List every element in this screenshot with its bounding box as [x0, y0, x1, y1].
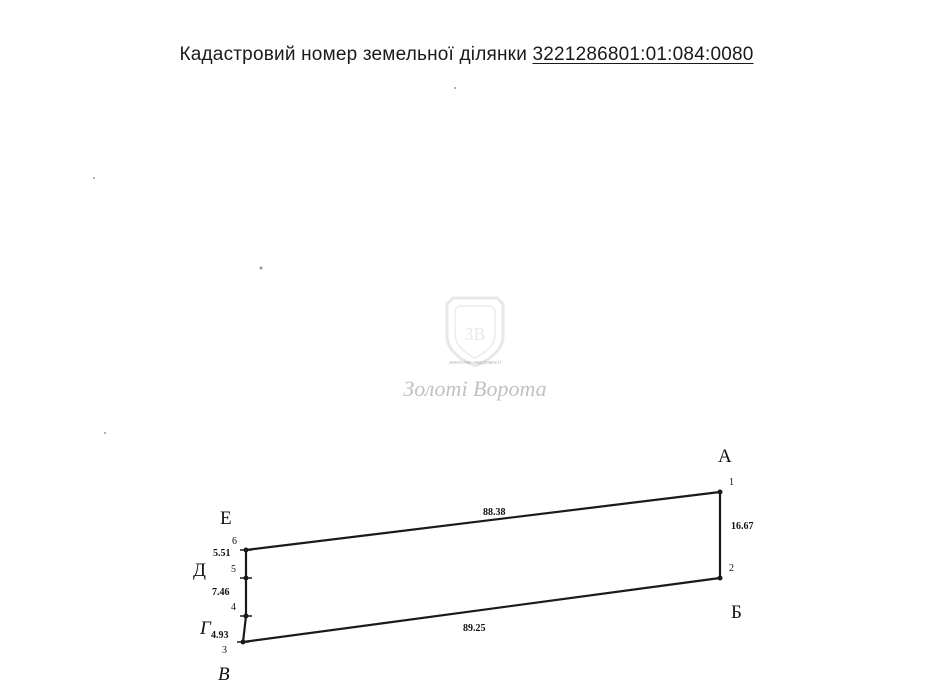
point-number-3: 3	[222, 645, 227, 656]
length-west-4-5: 7.46	[212, 587, 230, 598]
point-number-4: 4	[231, 602, 236, 613]
vertex-1	[718, 490, 723, 495]
vertex-2	[718, 576, 723, 581]
length-west-3-4: 4.93	[211, 630, 229, 641]
point-number-1: 1	[729, 477, 734, 488]
corner-letter-e: Е	[220, 508, 232, 529]
side-west-3-4	[243, 616, 246, 642]
point-number-5: 5	[231, 564, 236, 575]
watermark-subtext: агентство нерухомості	[449, 360, 501, 366]
point-number-2: 2	[729, 563, 734, 574]
length-south: 89.25	[463, 623, 486, 634]
point-number-6: 6	[232, 536, 237, 547]
corner-letter-a: А	[718, 446, 732, 467]
svg-text:ЗВ: ЗВ	[464, 324, 486, 344]
cadastral-number: 3221286801:01:084:0080	[532, 44, 754, 65]
length-north: 88.38	[483, 507, 506, 518]
watermark-text: Золоті Ворота	[403, 376, 547, 401]
corner-letter-b: Б	[731, 602, 742, 623]
side-north	[246, 492, 720, 550]
title-prefix: Кадастровий номер земельної ділянки	[179, 44, 528, 65]
corner-letter-v: В	[218, 664, 230, 685]
length-west-5-6: 5.51	[213, 548, 231, 559]
corner-letter-g: Г	[200, 618, 211, 639]
length-east: 16.67	[731, 521, 754, 532]
corner-letter-d: Д	[193, 560, 206, 581]
